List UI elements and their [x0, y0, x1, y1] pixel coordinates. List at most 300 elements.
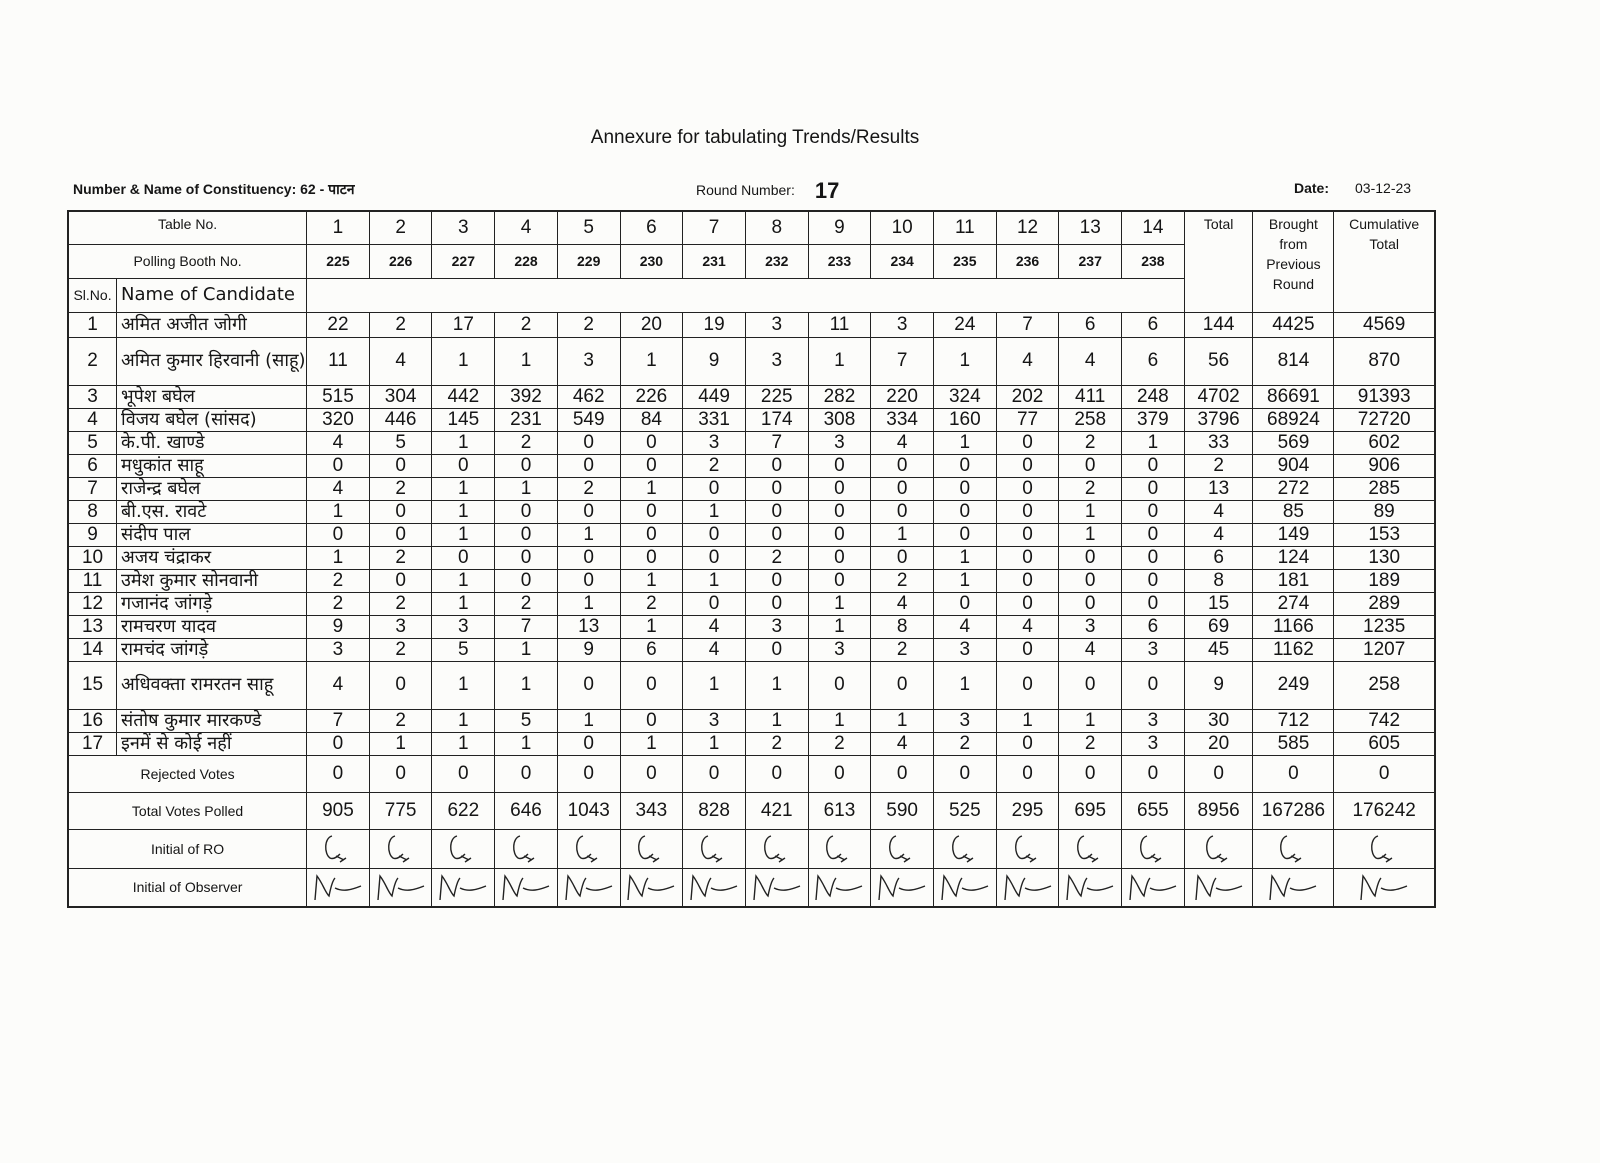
- candidate-name: के.पी. खाण्डे: [117, 431, 307, 454]
- vote-cell: 446: [369, 408, 432, 431]
- summary-cell: 1043: [557, 792, 620, 829]
- row-cumulative: 870: [1334, 337, 1435, 385]
- sl-no: 16: [68, 709, 117, 732]
- vote-cell: 5: [495, 709, 558, 732]
- vote-cell: 0: [557, 569, 620, 592]
- vote-cell: 0: [745, 592, 808, 615]
- table-no-cell: 1: [307, 211, 370, 244]
- vote-cell: 2: [369, 546, 432, 569]
- vote-cell: 0: [620, 454, 683, 477]
- vote-cell: 0: [808, 500, 871, 523]
- vote-cell: 0: [620, 523, 683, 546]
- vote-cell: 0: [996, 638, 1059, 661]
- vote-cell: 0: [808, 454, 871, 477]
- vote-cell: 1: [620, 569, 683, 592]
- vote-cell: 2: [369, 709, 432, 732]
- vote-cell: 0: [1122, 592, 1185, 615]
- row-cumulative: 1235: [1334, 615, 1435, 638]
- vote-cell: 3: [808, 431, 871, 454]
- ro-initial-signature-icon: [569, 832, 609, 866]
- candidate-name: रामचरण यादव: [117, 615, 307, 638]
- row-total: 20: [1184, 732, 1253, 755]
- polling-booth-cell: 226: [369, 244, 432, 278]
- candidate-row: [68, 546, 1435, 569]
- table-no-cell: 5: [557, 211, 620, 244]
- vote-cell: 1: [933, 569, 996, 592]
- summary-cell: 828: [683, 792, 746, 829]
- vote-cell: 2: [307, 592, 370, 615]
- vote-cell: 331: [683, 408, 746, 431]
- candidate-name: भूपेश बघेल: [117, 385, 307, 408]
- row-total: 15: [1184, 592, 1253, 615]
- vote-cell: 0: [1059, 569, 1122, 592]
- vote-cell: 0: [996, 732, 1059, 755]
- vote-cell: 2: [369, 592, 432, 615]
- observer-initial-signature-icon: [1190, 870, 1248, 904]
- vote-cell: 2: [1059, 477, 1122, 500]
- vote-cell: 0: [1059, 454, 1122, 477]
- candidate-row: [68, 523, 1435, 546]
- row-brought: 814: [1253, 337, 1334, 385]
- table-no-cell: 4: [495, 211, 558, 244]
- vote-cell: 0: [996, 500, 1059, 523]
- observer-initial-signature-icon: [1355, 870, 1413, 904]
- row-total: 3796: [1184, 408, 1253, 431]
- vote-cell: 1: [1122, 431, 1185, 454]
- row-brought: 1166: [1253, 615, 1334, 638]
- polling-booth-cell: 238: [1122, 244, 1185, 278]
- total-header: Total: [1184, 211, 1253, 312]
- vote-cell: 6: [1122, 615, 1185, 638]
- summary-cell: 0: [745, 755, 808, 792]
- results-table: [67, 210, 1436, 908]
- vote-cell: 0: [871, 546, 934, 569]
- vote-cell: 2: [745, 732, 808, 755]
- observer-initial-signature-icon: [1264, 870, 1322, 904]
- row-cumulative: 289: [1334, 592, 1435, 615]
- vote-cell: 7: [307, 709, 370, 732]
- ro-initial-signature-icon: [945, 832, 985, 866]
- row-cumulative: 602: [1334, 431, 1435, 454]
- vote-cell: 0: [557, 661, 620, 709]
- polling-booth-cell: 234: [871, 244, 934, 278]
- vote-cell: 3: [432, 615, 495, 638]
- initial-ro-row: [68, 829, 1435, 868]
- vote-cell: 4: [683, 638, 746, 661]
- polling-booth-cell: 237: [1059, 244, 1122, 278]
- vote-cell: 1: [307, 500, 370, 523]
- row-cumulative: 72720: [1334, 408, 1435, 431]
- summary-brought: 167286: [1253, 792, 1334, 829]
- vote-cell: 4: [996, 615, 1059, 638]
- vote-cell: 0: [808, 523, 871, 546]
- vote-cell: 0: [495, 454, 558, 477]
- summary-cell: 775: [369, 792, 432, 829]
- vote-cell: 1: [996, 709, 1059, 732]
- observer-initial-signature: [1059, 868, 1122, 907]
- observer-initial-signature: [369, 868, 432, 907]
- sl-no: 11: [68, 569, 117, 592]
- sl-no: 10: [68, 546, 117, 569]
- row-total: 2: [1184, 454, 1253, 477]
- vote-cell: 0: [745, 569, 808, 592]
- observer-initial-signature-icon: [309, 870, 367, 904]
- table-no-cell: 7: [683, 211, 746, 244]
- total-votes-row: [68, 792, 1435, 829]
- row-total: 30: [1184, 709, 1253, 732]
- row-brought: 1162: [1253, 638, 1334, 661]
- vote-cell: 3: [933, 638, 996, 661]
- vote-cell: 2: [495, 312, 558, 337]
- vote-cell: 11: [808, 312, 871, 337]
- sl-no: 6: [68, 454, 117, 477]
- summary-cell: 0: [933, 755, 996, 792]
- ro-initial-signature-icon: [1273, 832, 1313, 866]
- vote-cell: 0: [620, 661, 683, 709]
- vote-cell: 0: [996, 661, 1059, 709]
- polling-booth-cell: 229: [557, 244, 620, 278]
- candidate-row: [68, 569, 1435, 592]
- vote-cell: 304: [369, 385, 432, 408]
- sl-no: 7: [68, 477, 117, 500]
- sl-no: 5: [68, 431, 117, 454]
- total-votes-label: Total Votes Polled: [68, 792, 307, 829]
- candidate-row: [68, 385, 1435, 408]
- vote-cell: 1: [745, 709, 808, 732]
- row-total: 9: [1184, 661, 1253, 709]
- vote-cell: 3: [369, 615, 432, 638]
- initial-observer-row: [68, 868, 1435, 907]
- row-cumulative: 258: [1334, 661, 1435, 709]
- row-total: 4: [1184, 523, 1253, 546]
- ro-initial-signature: [1059, 829, 1122, 868]
- blank-header-span: [307, 278, 1185, 312]
- vote-cell: 0: [808, 569, 871, 592]
- vote-cell: 3: [745, 312, 808, 337]
- vote-cell: 1: [432, 337, 495, 385]
- candidate-row: [68, 592, 1435, 615]
- vote-cell: 258: [1059, 408, 1122, 431]
- table-no-cell: 2: [369, 211, 432, 244]
- row-total: 56: [1184, 337, 1253, 385]
- vote-cell: 3: [557, 337, 620, 385]
- summary-cell: 525: [933, 792, 996, 829]
- polling-booth-cell: 228: [495, 244, 558, 278]
- summary-cell: 0: [307, 755, 370, 792]
- vote-cell: 0: [996, 454, 1059, 477]
- vote-cell: 1: [495, 337, 558, 385]
- row-total: 6: [1184, 546, 1253, 569]
- row-cumulative: 89: [1334, 500, 1435, 523]
- vote-cell: 0: [495, 569, 558, 592]
- vote-cell: 145: [432, 408, 495, 431]
- ro-initial-signature-icon: [694, 832, 734, 866]
- candidate-name: बी.एस. रावटे: [117, 500, 307, 523]
- vote-cell: 3: [1122, 638, 1185, 661]
- slno-header: Sl.No.: [68, 278, 117, 312]
- vote-cell: 324: [933, 385, 996, 408]
- vote-cell: 320: [307, 408, 370, 431]
- vote-cell: 442: [432, 385, 495, 408]
- vote-cell: 1: [495, 477, 558, 500]
- ro-initial-signature-icon: [757, 832, 797, 866]
- vote-cell: 0: [933, 592, 996, 615]
- row-brought: 585: [1253, 732, 1334, 755]
- row-brought: 86691: [1253, 385, 1334, 408]
- vote-cell: 0: [996, 592, 1059, 615]
- vote-cell: 0: [1059, 546, 1122, 569]
- row-total: 33: [1184, 431, 1253, 454]
- summary-cumulative: 176242: [1334, 792, 1435, 829]
- vote-cell: 0: [933, 454, 996, 477]
- vote-cell: 1: [432, 709, 495, 732]
- vote-cell: 3: [307, 638, 370, 661]
- table-no-cell: 8: [745, 211, 808, 244]
- vote-cell: 1: [933, 661, 996, 709]
- row-cumulative: 1207: [1334, 638, 1435, 661]
- vote-cell: 0: [1122, 477, 1185, 500]
- vote-cell: 0: [1059, 661, 1122, 709]
- summary-cell: 0: [871, 755, 934, 792]
- vote-cell: 6: [1122, 337, 1185, 385]
- vote-cell: 0: [745, 454, 808, 477]
- summary-cell: 0: [432, 755, 495, 792]
- candidate-name: इनमें से कोई नहीं: [117, 732, 307, 755]
- vote-cell: 0: [1122, 569, 1185, 592]
- vote-cell: 0: [495, 500, 558, 523]
- document-title: Annexure for tabulating Trends/Results: [590, 127, 920, 148]
- row-total: 69: [1184, 615, 1253, 638]
- sl-no: 1: [68, 312, 117, 337]
- vote-cell: 2: [557, 477, 620, 500]
- ro-initial-signature: [808, 829, 871, 868]
- vote-cell: 1: [683, 569, 746, 592]
- summary-cell: 0: [557, 755, 620, 792]
- candidate-row: [68, 477, 1435, 500]
- observer-initial-signature-icon: [748, 870, 806, 904]
- sl-no: 3: [68, 385, 117, 408]
- vote-cell: 0: [996, 569, 1059, 592]
- vote-cell: 0: [933, 500, 996, 523]
- polling-booth-cell: 233: [808, 244, 871, 278]
- summary-cell: 0: [495, 755, 558, 792]
- vote-cell: 84: [620, 408, 683, 431]
- vote-cell: 0: [996, 431, 1059, 454]
- summary-cell: 0: [683, 755, 746, 792]
- vote-cell: 4: [307, 661, 370, 709]
- vote-cell: 1: [808, 709, 871, 732]
- sl-no: 9: [68, 523, 117, 546]
- vote-cell: 2: [495, 592, 558, 615]
- candidate-name: गजानंद जांगड़े: [117, 592, 307, 615]
- summary-cell: 343: [620, 792, 683, 829]
- vote-cell: 0: [808, 546, 871, 569]
- vote-cell: 3: [808, 638, 871, 661]
- vote-cell: 1: [557, 592, 620, 615]
- polling-booth-cell: 236: [996, 244, 1059, 278]
- vote-cell: 19: [683, 312, 746, 337]
- ro-initial-signature: [1334, 829, 1435, 868]
- observer-initial-signature-icon: [1124, 870, 1182, 904]
- ro-initial-signature: [620, 829, 683, 868]
- vote-cell: 0: [620, 431, 683, 454]
- candidate-row: [68, 431, 1435, 454]
- summary-cell: 646: [495, 792, 558, 829]
- vote-cell: 0: [495, 546, 558, 569]
- vote-cell: 462: [557, 385, 620, 408]
- ro-initial-signature: [871, 829, 934, 868]
- brought-header: Brought from Previous Round: [1253, 211, 1334, 312]
- summary-cell: 613: [808, 792, 871, 829]
- observer-initial-signature-icon: [622, 870, 680, 904]
- vote-cell: 0: [871, 477, 934, 500]
- vote-cell: 1: [307, 546, 370, 569]
- row-brought: 569: [1253, 431, 1334, 454]
- summary-cell: 0: [1059, 755, 1122, 792]
- vote-cell: 0: [996, 546, 1059, 569]
- observer-initial-signature: [933, 868, 996, 907]
- vote-cell: 2: [369, 312, 432, 337]
- vote-cell: 8: [871, 615, 934, 638]
- vote-cell: 0: [369, 661, 432, 709]
- row-brought: 68924: [1253, 408, 1334, 431]
- vote-cell: 2: [369, 638, 432, 661]
- ro-initial-signature-icon: [1364, 832, 1404, 866]
- candidate-row: [68, 408, 1435, 431]
- row-brought: 149: [1253, 523, 1334, 546]
- vote-cell: 0: [557, 454, 620, 477]
- vote-cell: 3: [933, 709, 996, 732]
- vote-cell: 0: [620, 546, 683, 569]
- summary-cell: 905: [307, 792, 370, 829]
- vote-cell: 1: [620, 615, 683, 638]
- ro-initial-signature-icon: [819, 832, 859, 866]
- vote-cell: 1: [557, 709, 620, 732]
- table-no-cell: 9: [808, 211, 871, 244]
- vote-cell: 282: [808, 385, 871, 408]
- vote-cell: 0: [996, 477, 1059, 500]
- ro-initial-signature: [683, 829, 746, 868]
- ro-initial-signature: [1253, 829, 1334, 868]
- vote-cell: 1: [432, 569, 495, 592]
- vote-cell: 1: [1059, 709, 1122, 732]
- polling-booth-cell: 235: [933, 244, 996, 278]
- summary-cell: 590: [871, 792, 934, 829]
- vote-cell: 160: [933, 408, 996, 431]
- vote-cell: 1: [620, 337, 683, 385]
- vote-cell: 2: [745, 546, 808, 569]
- summary-cell: 0: [996, 755, 1059, 792]
- row-total: 13: [1184, 477, 1253, 500]
- vote-cell: 1: [683, 661, 746, 709]
- vote-cell: 1: [933, 337, 996, 385]
- summary-cell: 295: [996, 792, 1059, 829]
- row-brought: 85: [1253, 500, 1334, 523]
- ro-initial-signature: [495, 829, 558, 868]
- row-brought: 904: [1253, 454, 1334, 477]
- summary-cell: 655: [1122, 792, 1185, 829]
- vote-cell: 2: [557, 312, 620, 337]
- observer-initial-signature: [683, 868, 746, 907]
- vote-cell: 2: [307, 569, 370, 592]
- candidate-name: रामचंद जांगड़े: [117, 638, 307, 661]
- ro-initial-signature: [1184, 829, 1253, 868]
- vote-cell: 3: [1122, 732, 1185, 755]
- vote-cell: 0: [871, 454, 934, 477]
- observer-initial-signature-icon: [936, 870, 994, 904]
- ro-initial-signature: [996, 829, 1059, 868]
- vote-cell: 0: [683, 477, 746, 500]
- vote-cell: 3: [1059, 615, 1122, 638]
- vote-cell: 0: [1122, 523, 1185, 546]
- vote-cell: 1: [808, 337, 871, 385]
- candidate-name: राजेन्द्र बघेल: [117, 477, 307, 500]
- vote-cell: 2: [683, 454, 746, 477]
- row-total: 4702: [1184, 385, 1253, 408]
- vote-cell: 0: [307, 454, 370, 477]
- vote-cell: 0: [683, 592, 746, 615]
- row-cumulative: 4569: [1334, 312, 1435, 337]
- ro-initial-signature-icon: [443, 832, 483, 866]
- vote-cell: 77: [996, 408, 1059, 431]
- ro-initial-signature: [1122, 829, 1185, 868]
- vote-cell: 515: [307, 385, 370, 408]
- polling-booth-label: Polling Booth No.: [68, 244, 307, 278]
- polling-booth-cell: 230: [620, 244, 683, 278]
- cumulative-header: Cumulative Total: [1334, 211, 1435, 312]
- vote-cell: 1: [495, 732, 558, 755]
- ro-initial-signature-icon: [1199, 832, 1239, 866]
- vote-cell: 4: [369, 337, 432, 385]
- vote-cell: 1: [432, 732, 495, 755]
- ro-initial-signature-icon: [381, 832, 421, 866]
- vote-cell: 4: [871, 431, 934, 454]
- rejected-votes-row: [68, 755, 1435, 792]
- candidate-row: [68, 638, 1435, 661]
- vote-cell: 4: [933, 615, 996, 638]
- vote-cell: 0: [996, 523, 1059, 546]
- summary-cell: 0: [808, 755, 871, 792]
- sl-no: 2: [68, 337, 117, 385]
- summary-cell: 695: [1059, 792, 1122, 829]
- ro-initial-signature: [557, 829, 620, 868]
- ro-initial-signature-icon: [882, 832, 922, 866]
- candidate-name: अजय चंद्राकर: [117, 546, 307, 569]
- vote-cell: 1: [557, 523, 620, 546]
- vote-cell: 4: [1059, 337, 1122, 385]
- row-cumulative: 906: [1334, 454, 1435, 477]
- vote-cell: 0: [369, 523, 432, 546]
- vote-cell: 0: [432, 454, 495, 477]
- observer-initial-signature: [808, 868, 871, 907]
- ro-initial-signature: [369, 829, 432, 868]
- vote-cell: 1: [871, 523, 934, 546]
- vote-cell: 4: [996, 337, 1059, 385]
- vote-cell: 220: [871, 385, 934, 408]
- row-brought: 272: [1253, 477, 1334, 500]
- vote-cell: 0: [557, 500, 620, 523]
- polling-booth-cell: 232: [745, 244, 808, 278]
- vote-cell: 2: [1059, 431, 1122, 454]
- vote-cell: 4: [871, 732, 934, 755]
- candidate-row: [68, 661, 1435, 709]
- vote-cell: 1: [933, 546, 996, 569]
- candidate-name: मधुकांत साहू: [117, 454, 307, 477]
- vote-cell: 1: [432, 523, 495, 546]
- vote-cell: 0: [557, 431, 620, 454]
- row-brought: 124: [1253, 546, 1334, 569]
- ro-initial-signature-icon: [318, 832, 358, 866]
